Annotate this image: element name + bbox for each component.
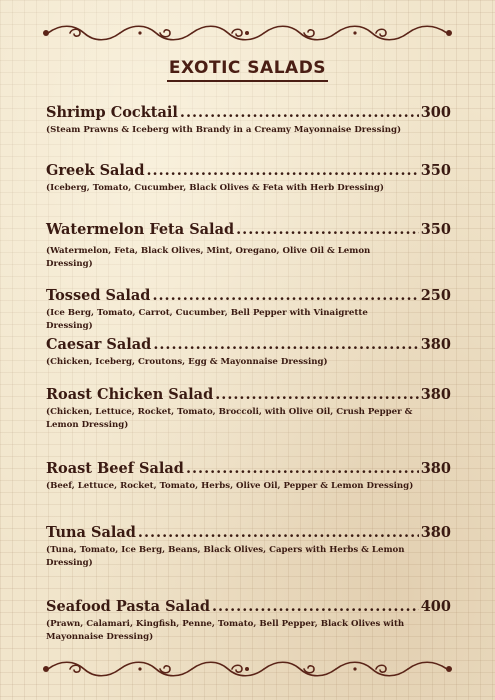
item-leader-dots: [212, 598, 419, 615]
menu-item-tossed-salad: [46, 287, 451, 333]
item-leader-dots: [146, 162, 418, 179]
menu-item-watermelon-feta-salad: [46, 221, 451, 271]
menu-item-seafood-pasta-salad: [46, 598, 451, 644]
item-name: Watermelon Feta Salad: [46, 221, 235, 238]
item-description: (Prawn, Calamari, Kingfish, Penne, Tomato, Bell Pepper, Black Olives with Mayonnaise Dressing): [46, 619, 405, 642]
item-description: (Iceberg, Tomato, Cucumber, Black Olives & Feta with Herb Dressing): [46, 183, 384, 193]
item-leader-dots: [152, 287, 418, 304]
item-name: Caesar Salad: [46, 336, 152, 353]
item-price: 350: [420, 221, 451, 238]
menu-item-shrimp-cocktail: [46, 104, 451, 137]
item-price: 350: [420, 162, 451, 179]
scroll-ornament-icon: [40, 22, 455, 44]
item-price: 380: [420, 460, 451, 477]
scroll-ornament-icon: [40, 658, 455, 680]
item-description: (Ice Berg, Tomato, Carrot, Cucumber, Bell Pepper with Vinaigrette Dressing): [46, 308, 368, 331]
item-leader-dots: [153, 336, 418, 353]
item-price: 380: [420, 524, 451, 541]
menu-item-tuna-salad: [46, 524, 451, 570]
item-name: Seafood Pasta Salad: [46, 598, 210, 615]
item-price: 300: [420, 104, 451, 121]
item-name: Shrimp Cocktail: [46, 104, 178, 121]
item-description: (Beef, Lettuce, Rocket, Tomato, Herbs, Olive Oil, Pepper & Lemon Dressing): [46, 481, 414, 491]
item-price: 400: [420, 598, 451, 615]
item-name: Tuna Salad: [46, 524, 136, 541]
item-leader-dots: [236, 221, 419, 238]
item-leader-dots: [215, 386, 419, 403]
page-title: EXOTIC SALADS: [0, 58, 495, 78]
menu-item-greek-salad: [46, 162, 451, 195]
item-description: (Watermelon, Feta, Black Olives, Mint, Oregano, Olive Oil & Lemon Dressing): [46, 246, 371, 269]
item-name: Roast Beef Salad: [46, 460, 184, 477]
item-name: Roast Chicken Salad: [46, 386, 214, 403]
item-name: Greek Salad: [46, 162, 145, 179]
item-description: (Tuna, Tomato, Ice Berg, Beans, Black Olives, Capers with Herbs & Lemon Dressing): [46, 545, 405, 568]
item-description: (Chicken, Iceberg, Croutons, Egg & Mayonnaise Dressing): [46, 357, 328, 367]
menu-item-roast-beef-salad: [46, 460, 451, 493]
item-name: Tossed Salad: [46, 287, 151, 304]
item-price: 250: [420, 287, 451, 304]
item-leader-dots: [180, 104, 419, 121]
item-price: 380: [420, 386, 451, 403]
item-leader-dots: [186, 460, 419, 477]
item-price: 380: [420, 336, 451, 353]
item-description: (Steam Prawns & Iceberg with Brandy in a Creamy Mayonnaise Dressing): [46, 125, 402, 135]
menu-item-roast-chicken-salad: [46, 386, 451, 432]
item-leader-dots: [138, 524, 419, 541]
menu-item-caesar-salad: [46, 336, 451, 369]
item-description: (Chicken, Lettuce, Rocket, Tomato, Broccoli, with Olive Oil, Crush Pepper & Lemon Dressing): [46, 407, 413, 430]
